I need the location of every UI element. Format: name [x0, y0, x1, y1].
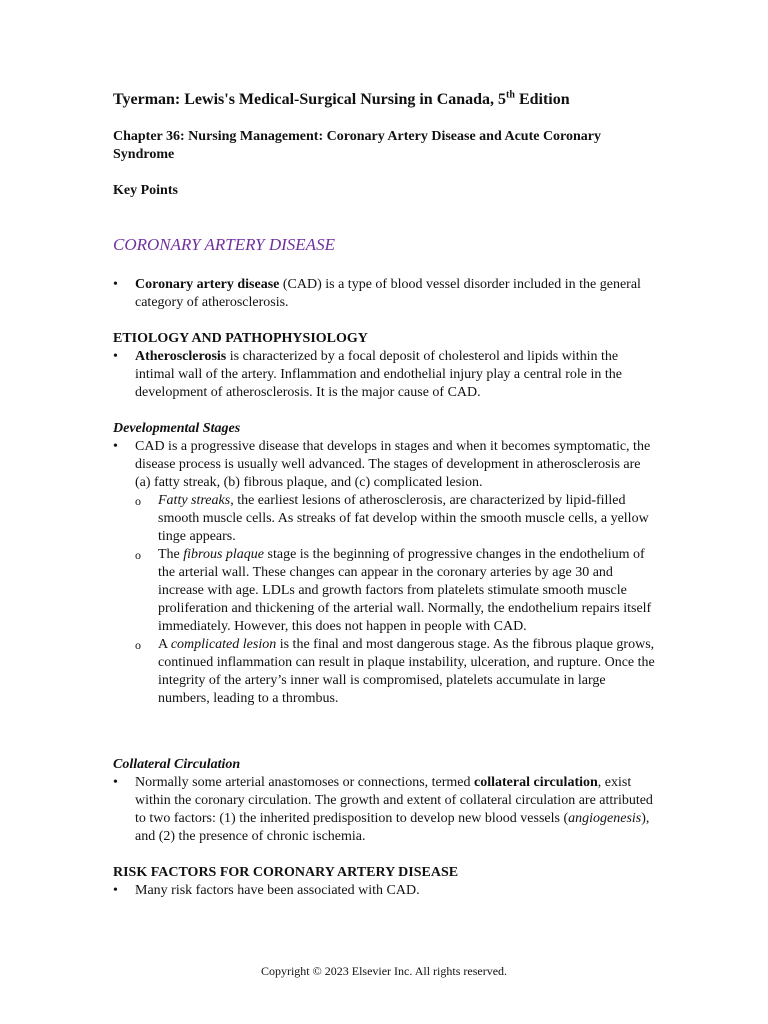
stages-text: CAD is a progressive disease that develops in stages and when it becomes symptomatic, the disease process is usually well advanced. The stages of development in atherosclerosis are (a) fatty streak, (b) fibrous plaque, and (c) complicated lesion. — [135, 439, 651, 490]
chapter-title: Chapter 36: Nursing Management: Coronary Artery Disease and Acute Coronary Syndrome — [113, 129, 602, 162]
etiology-term: Atherosclerosis — [135, 349, 227, 364]
etiology-heading: ETIOLOGY AND PATHOPHYSIOLOGY — [113, 331, 368, 346]
stages-block — [113, 420, 658, 708]
section-title: CORONARY ARTERY DISEASE — [113, 235, 335, 254]
edition-superscript: th — [506, 89, 515, 101]
stage-fibrous-plaque — [135, 546, 658, 636]
stage3-term: complicated lesion — [170, 637, 277, 652]
stage1-term: Fatty streaks — [158, 493, 231, 508]
stage1-text: , the earliest lesions of atherosclerosis, are characterized by lipid-filled smooth muscle cells. As streaks of fat develop within the smooth muscle cells, a yellow tinge appears. — [158, 493, 649, 544]
stage3-text: is the final and most dangerous stage. As the fibrous plaque grows, continued inflammation can result in plaque instability, ulceration, and rupture. Once the integrity of the artery’s inner wall is compromised, platelets accumulate in large numbers, leading to a thrombus. — [158, 637, 655, 706]
stage-complicated-lesion — [135, 636, 658, 708]
intro-block — [113, 276, 658, 312]
etiology-text: is characterized by a focal deposit of cholesterol and lipids within the intimal wall of the artery. Inflammation and endothelial injury play a central role in the development of atherosclerosis. It is the major cause of CAD. — [135, 349, 622, 400]
intro-text: (CAD) is a type of blood vessel disorder included in the general category of atherosclerosis. — [135, 277, 641, 310]
intro-bullet — [113, 276, 658, 312]
stage2-pre: The — [158, 547, 184, 562]
stage3-pre: A — [158, 637, 171, 652]
intro-term: Coronary artery disease — [135, 277, 280, 292]
book-title — [113, 90, 570, 110]
etiology-block — [113, 330, 658, 402]
book-title-main: Tyerman: Lewis's Medical-Surgical Nursing in Canada, 5 — [113, 91, 507, 108]
risk-heading: RISK FACTORS FOR CORONARY ARTERY DISEASE — [113, 865, 459, 880]
collateral-heading: Collateral Circulation — [113, 757, 241, 772]
stage2-term: fibrous plaque — [183, 547, 265, 562]
stage-fatty-streak — [135, 492, 658, 546]
collateral-bullet — [113, 774, 658, 846]
stages-bullet — [113, 438, 658, 492]
stage2-text: stage is the beginning of progressive changes in the endothelium of the arterial wall. These changes can appear in the coronary arteries by age 30 and increase with age. LDLs and growth factors from platelets stimulate smooth muscle proliferation and thickening of the arterial wall. Normally, the endothelium repairs itself immediately. However, this does not happen in people with CAD. — [158, 547, 652, 634]
key-points-label: Key Points — [113, 183, 178, 198]
collateral-mid: , exist within the coronary circulation. The growth and extent of collateral circulation are attributed to two factors: (1) the inherited predisposition to develop new blood vessels ( — [135, 775, 653, 826]
collateral-term: collateral circulation — [474, 775, 598, 790]
copyright-footer: Copyright © 2023 Elsevier Inc. All rights reserved. — [260, 964, 508, 978]
risk-bullet — [113, 882, 658, 900]
etiology-bullet — [113, 348, 658, 402]
stages-heading: Developmental Stages — [113, 421, 241, 436]
collateral-pre: Normally some arterial anastomoses or connections, termed — [135, 775, 475, 790]
risk-text: Many risk factors have been associated with CAD. — [135, 883, 420, 898]
angiogenesis-term: angiogenesis — [568, 811, 642, 826]
risk-block — [113, 864, 658, 900]
collateral-post: ), and (2) the presence of chronic ischemia. — [135, 811, 650, 844]
collateral-block — [113, 756, 658, 846]
book-title-end: Edition — [514, 91, 570, 108]
